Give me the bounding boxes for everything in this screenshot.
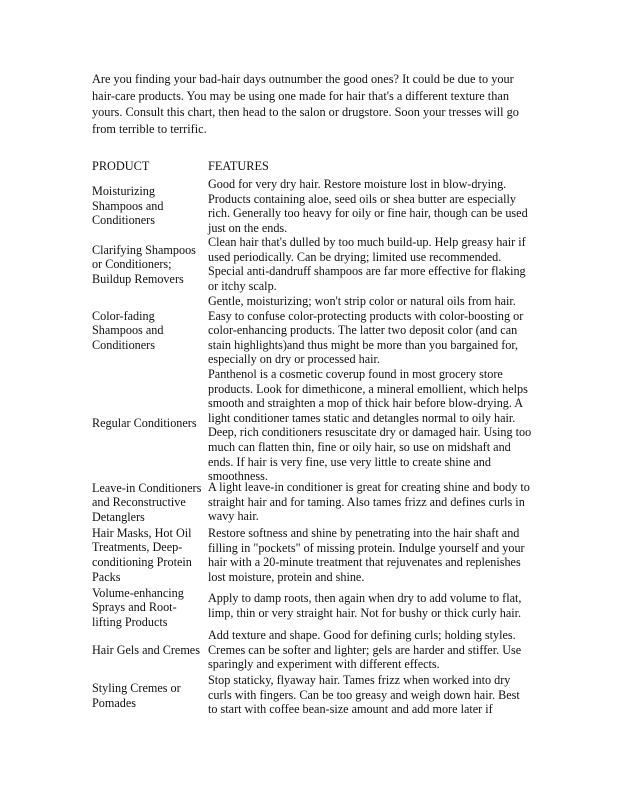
table-row xyxy=(92,480,532,525)
features-cell: Apply to damp roots, then again when dry to add volume to flat, limp, thin or very straight hair. Not for bushy or thick curly hair. xyxy=(208,591,522,620)
features-cell: Stop staticky, flyaway hair. Tames frizz when worked into dry curls with fingers. Can be too greasy and weigh down hair. Best to start with coffee bean-size amount and add more later if xyxy=(208,673,520,717)
table-row xyxy=(92,235,532,294)
product-cell: Leave-in Conditioners and Reconstructive Detanglers xyxy=(92,480,202,524)
product-cell: Moisturizing Shampoos and Conditioners xyxy=(92,184,164,228)
features-cell: Gentle, moisturizing; won't strip color or natural oils from hair. Easy to confuse color-protecting products with color-boosting or color-enhancing products. The latter two deposit color (and can stain highlights)and thus might be more than you bargained for, especially on dry or processed hair. xyxy=(208,294,524,367)
table-row xyxy=(92,673,532,718)
table-row xyxy=(92,526,532,584)
features-column-header: FEATURES xyxy=(208,159,269,173)
features-cell: Good for very dry hair. Restore moisture lost in blow-drying. Products containing aloe, seed oils or shea butter are especially rich. Generally too heavy for oily or fine hair, though can be used just on the ends. xyxy=(208,177,528,235)
table-row xyxy=(92,367,532,484)
product-cell: Regular Conditioners xyxy=(92,415,197,430)
table-row xyxy=(92,177,532,235)
product-cell: Volume-enhancing Sprays and Root-lifting Products xyxy=(92,585,184,629)
table-row xyxy=(92,628,532,673)
product-cell: Hair Gels and Cremes xyxy=(92,643,200,658)
features-cell: Clean hair that's dulled by too much build-up. Help greasy hair if used periodically. Can be drying; limited use recommended. Special anti-dandruff shampoos are far more effective for flaking or itchy scalp. xyxy=(208,235,526,293)
intro-paragraph: Are you finding your bad-hair days outnumber the good ones? It could be due to your hair-care products. You may be using one made for hair that's a different texture than yours. Consult this chart, then head to the salon or drugstore. Soon your tresses will go from terrible to terrific. xyxy=(92,72,519,136)
features-cell: A light leave-in conditioner is great for creating shine and body to straight hair and for taming. Also tames frizz and defines curls in wavy hair. xyxy=(208,480,530,524)
table-row xyxy=(92,585,532,630)
product-cell: Styling Cremes or Pomades xyxy=(92,680,181,710)
product-cell: Color-fading Shampoos and Conditioners xyxy=(92,308,164,352)
features-cell: Restore softness and shine by penetrating into the hair shaft and filling in "pockets" of missing protein. Indulge yourself and your hair with a 20-minute treatment that rejuvenates and replenishes lost moisture, protein and shine. xyxy=(208,526,525,584)
product-cell: Hair Masks, Hot Oil Treatments, Deep-conditioning Protein Packs xyxy=(92,525,192,584)
features-cell: Add texture and shape. Good for defining curls; holding styles. Cremes can be softer and lighter; gels are harder and stiffer. Use sparingly and experiment with different effects. xyxy=(208,628,522,672)
features-cell: Panthenol is a cosmetic coverup found in most grocery store products. Look for dimethicone, a mineral emollient, which helps smooth and straighten a mop of thick hair before blow-drying. A light conditioner tames static and detangles normal to oily hair. Deep, rich conditioners resuscitate dry or damaged hair. Using too much can flatten thin, fine or oily hair, so use on midshaft and ends. If hair is very fine, use very little to create shine and smoothness. xyxy=(208,367,532,484)
product-column-header: PRODUCT xyxy=(92,159,150,173)
product-cell: Clarifying Shampoos or Conditioners; Buildup Removers xyxy=(92,242,196,286)
table-row xyxy=(92,294,532,367)
